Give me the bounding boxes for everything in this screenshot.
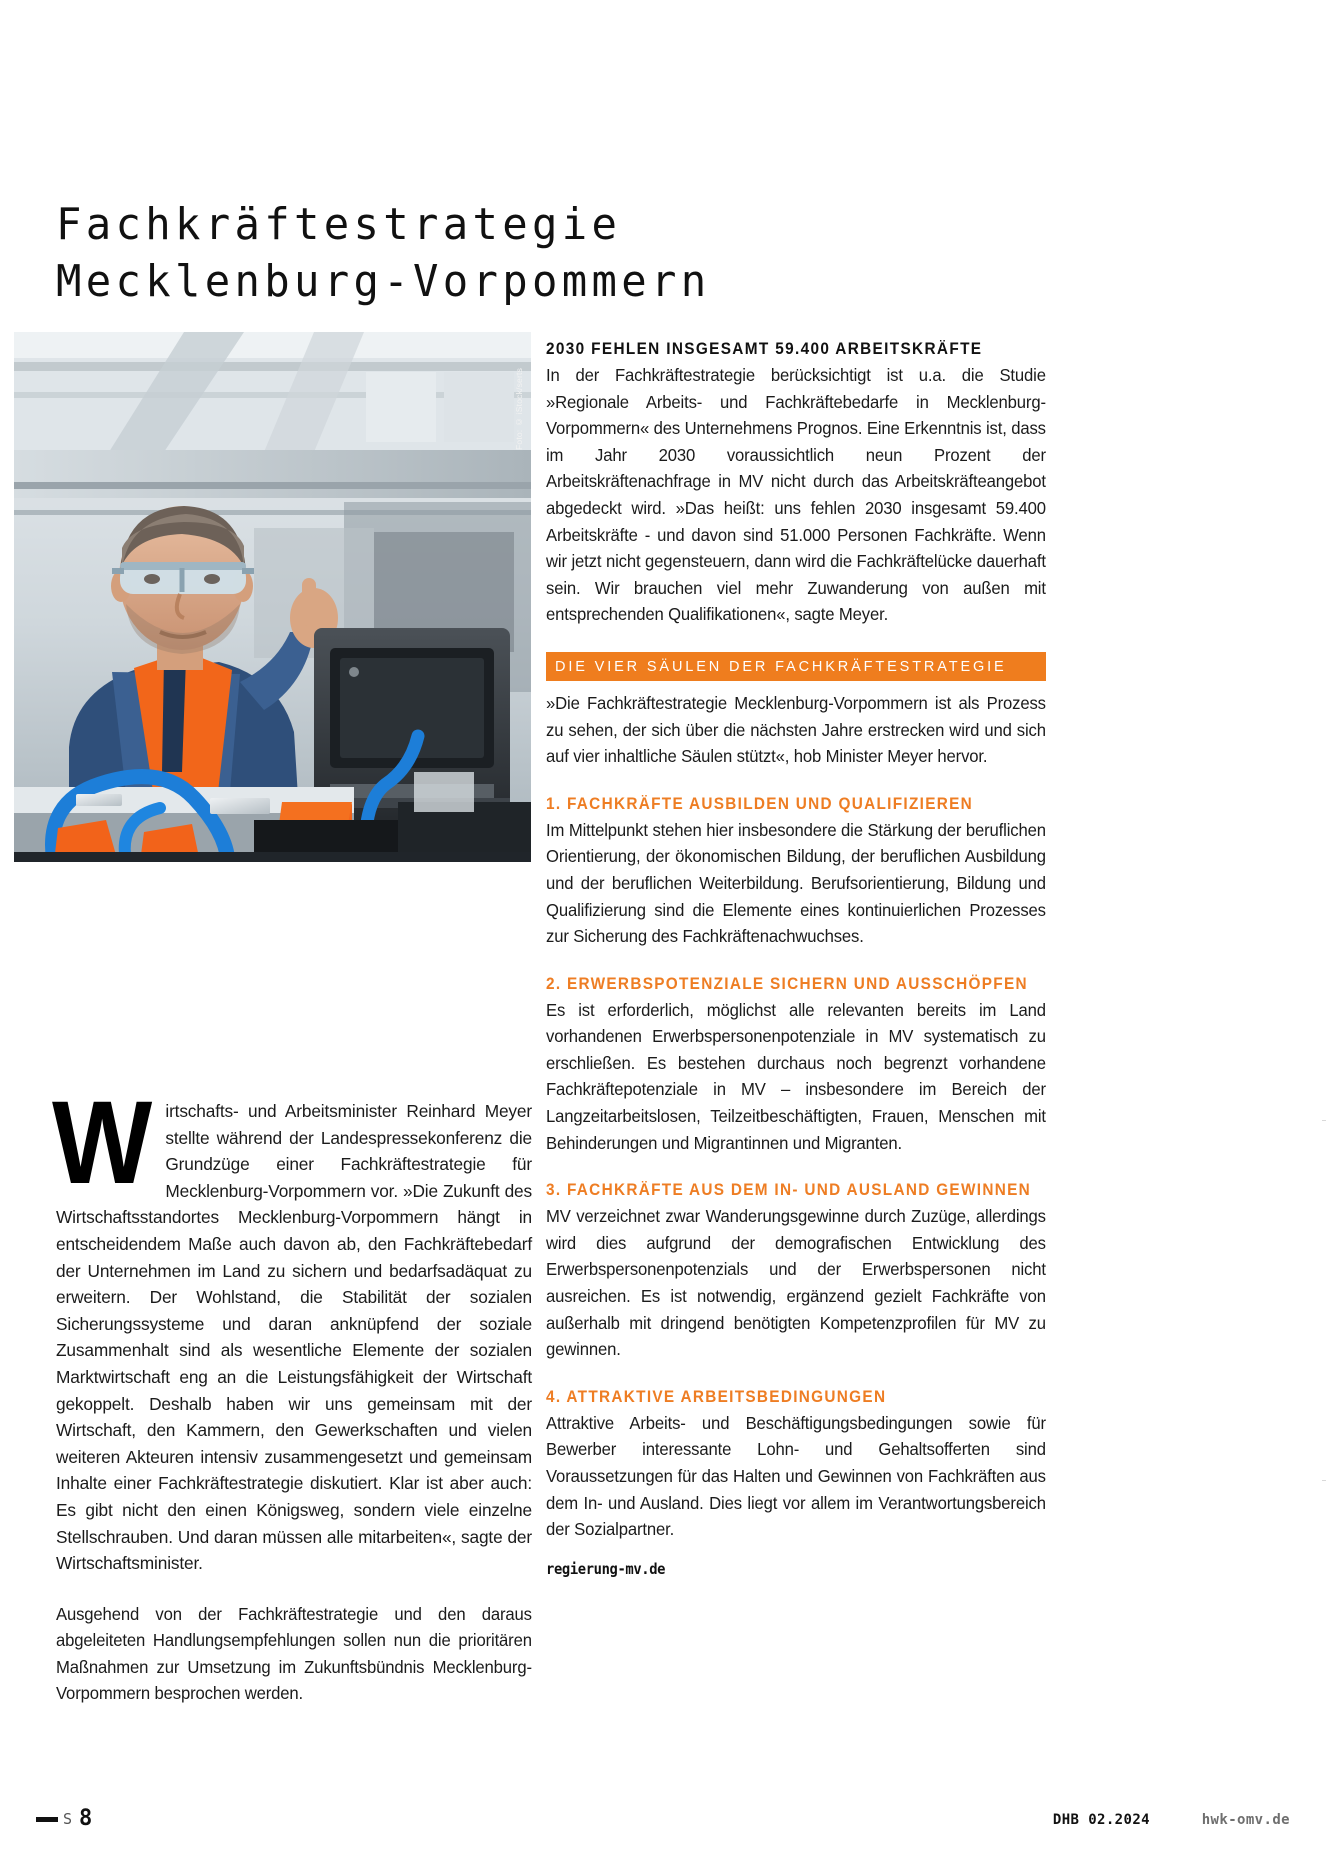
section-heading-4: 4. ATTRAKTIVE ARBEITSBEDINGUNGEN	[546, 1387, 887, 1406]
section-heading-2: 2. ERWERBSPOTENZIALE SICHERN UND AUSSCHÖPFEN	[546, 974, 1028, 993]
left-column	[52, 1077, 532, 1707]
section-heading-3: 3. FACHKRÄFTE AUS DEM IN- UND AUSLAND GEWINNEN	[546, 1181, 1032, 1200]
bleed-mark-top	[1322, 1120, 1326, 1121]
footer-section-mark: S	[63, 1810, 73, 1828]
footer-website[interactable]: hwk-omv.de	[1201, 1812, 1290, 1828]
section-text-4: Attraktive Arbeits- und Beschäftigungsbedingungen sowie für Bewerber interessante Lohn- und Gehaltsofferten sind Voraussetzungen für das Halten und Gewinnen von Fachkräften aus dem In- und Ausland. Dies liegt vor allem im Verantwortungsbereich der Sozialpartner.	[546, 1412, 1046, 1540]
drop-cap: W	[52, 1077, 149, 1209]
footer-issue: DHB 02.2024	[1052, 1812, 1150, 1828]
photo-credit: Foto: © iStock/serts	[514, 367, 524, 450]
lead-paragraph-text: irtschafts- und Arbeitsminister Reinhard Meyer stellte während der Landespressekonferenz die Grundzüge einer Fachkräftestrategie für Mecklenburg-Vorpommern vor. »Die Zukunft des Wirtschaftsstandortes Mecklenburg-Vorpommern hängt in entscheidendem Maße auch davon ab, den Fachkräftebedarf der Unternehmen im Land zu sichern und bedarfsadäquat zu erweitern. Der Wohlstand, die Stabilität der sozialen Sicherungssysteme und daran anknüpfend der soziale Zusammenhalt sind als wesentliche Elemente der sozialen Marktwirtschaft eng an die Leistungsfähigkeit der Wirtschaft gekoppelt. Deshalb haben wir uns gemeinsam mit der Wirtschaft, den Kammern, den Gewerkschaften und vielen weiteren Akteuren intensiv zusammengesetzt und gemeinsam Inhalte einer Fachkräftestrategie diskutiert. Klar ist aber auch: Es gibt nicht den einen Königsweg, sondern viele einzelne Stellschrauben. Und daran müssen alle mitarbeiten«, sagte der Wirtschaftsminister.	[56, 1101, 532, 1574]
left-column-paragraph-2: Ausgehend von der Fachkräftestrategie und den daraus abgeleiteten Handlungsempfehlungen sollen nun die prioritären Maßnahmen zur Umsetzung im Zukunftsbündnis Mecklenburg-Vorpommern besprochen werden.	[56, 1603, 532, 1704]
page-title-line-1: Fachkräftestrategie	[56, 199, 622, 250]
section-text-3: MV verzeichnet zwar Wanderungsgewinne durch Zuzüge, allerdings wird dies aufgrund der demografischen Entwicklung des Erwerbspersonenpotenzials und der Erwerbspersonen nicht ausreichen. Es ist notwendig, ergänzend gezielt Fachkräfte von außerhalb mit dringend benötigten Kompetenzprofilen für MV zu gewinnen.	[546, 1206, 1046, 1360]
four-pillars-paragraph: »Die Fachkräftestrategie Mecklenburg-Vorpommern ist als Prozess zu sehen, der sich über die nächsten Jahre erstrecken wird und sich auf vier inhaltliche Säulen stützt«, hob Minister Meyer hervor.	[546, 692, 1046, 767]
page-title-line-2: Mecklenburg-Vorpommern	[56, 256, 711, 307]
lead-paragraph	[52, 1077, 532, 1577]
page-title	[56, 196, 1076, 310]
section-text-1: Im Mittelpunkt stehen hier insbesondere die Stärkung der beruflichen Orientierung, der ökonomischen Bildung, der beruflichen Ausbildung und der beruflichen Weiterbildung. Berufsorientierung, Bildung und Qualifizierung sind die Elemente eines kontinuierlichen Prozesses zur Sicherung des Fachkräftenachwuchses.	[546, 819, 1046, 947]
source-link[interactable]: regierung-mv.de	[546, 1559, 666, 1578]
page-footer	[0, 1804, 1326, 1844]
article-photo	[14, 332, 531, 862]
footer-rule	[36, 1817, 58, 1822]
section-heading-1: 1. FACHKRÄFTE AUSBILDEN UND QUALIFIZIEREN	[546, 794, 974, 813]
footer-page-number: 8	[79, 1806, 93, 1831]
four-pillars-banner	[546, 652, 1046, 681]
section-text-2: Es ist erforderlich, möglichst alle relevanten bereits im Land vorhandenen Erwerbspersonenpotenziale in MV systematisch zu erschließen. Es bestehen durchaus noch begrenzt vorhandene Fachkräftepotenziale in MV – insbesondere im Bereich der Langzeitarbeitslosen, Teilzeitbeschäftigten, Frauen, Menschen mit Behinderungen und Migrantinnen und Migranten.	[546, 999, 1046, 1153]
four-pillars-banner-label: DIE VIER SÄULEN DER FACHKRÄFTESTRATEGIE	[555, 657, 1007, 675]
right-column-intro: In der Fachkräftestrategie berücksichtigt ist u.a. die Studie »Regionale Arbeits- und Fachkräftebedarfe in Mecklenburg-Vorpommern« des Unternehmens Prognos. Eine Erkenntnis ist, dass im Jahr 2030 voraussichtlich neun Prozent der Arbeitskräftenachfrage in MV nicht durch das Arbeitskräfteangebot abgedeckt wird. »Das heißt: uns fehlen 2030 insgesamt 59.400 Arbeitskräfte - und davon sind 51.000 Personen Fachkräfte. Wenn wir jetzt nicht gegensteuern, dann wird die Fachkräftelücke dauerhaft sein. Wir brauchen viel mehr Zuwanderung von außen mit entsprechenden Qualifikationen«, sagte Meyer.	[546, 365, 1046, 625]
right-column-kicker: 2030 FEHLEN INSGESAMT 59.400 ARBEITSKRÄFTE	[546, 340, 983, 358]
bleed-mark-bottom	[1322, 1480, 1326, 1481]
right-column	[546, 340, 1046, 1578]
